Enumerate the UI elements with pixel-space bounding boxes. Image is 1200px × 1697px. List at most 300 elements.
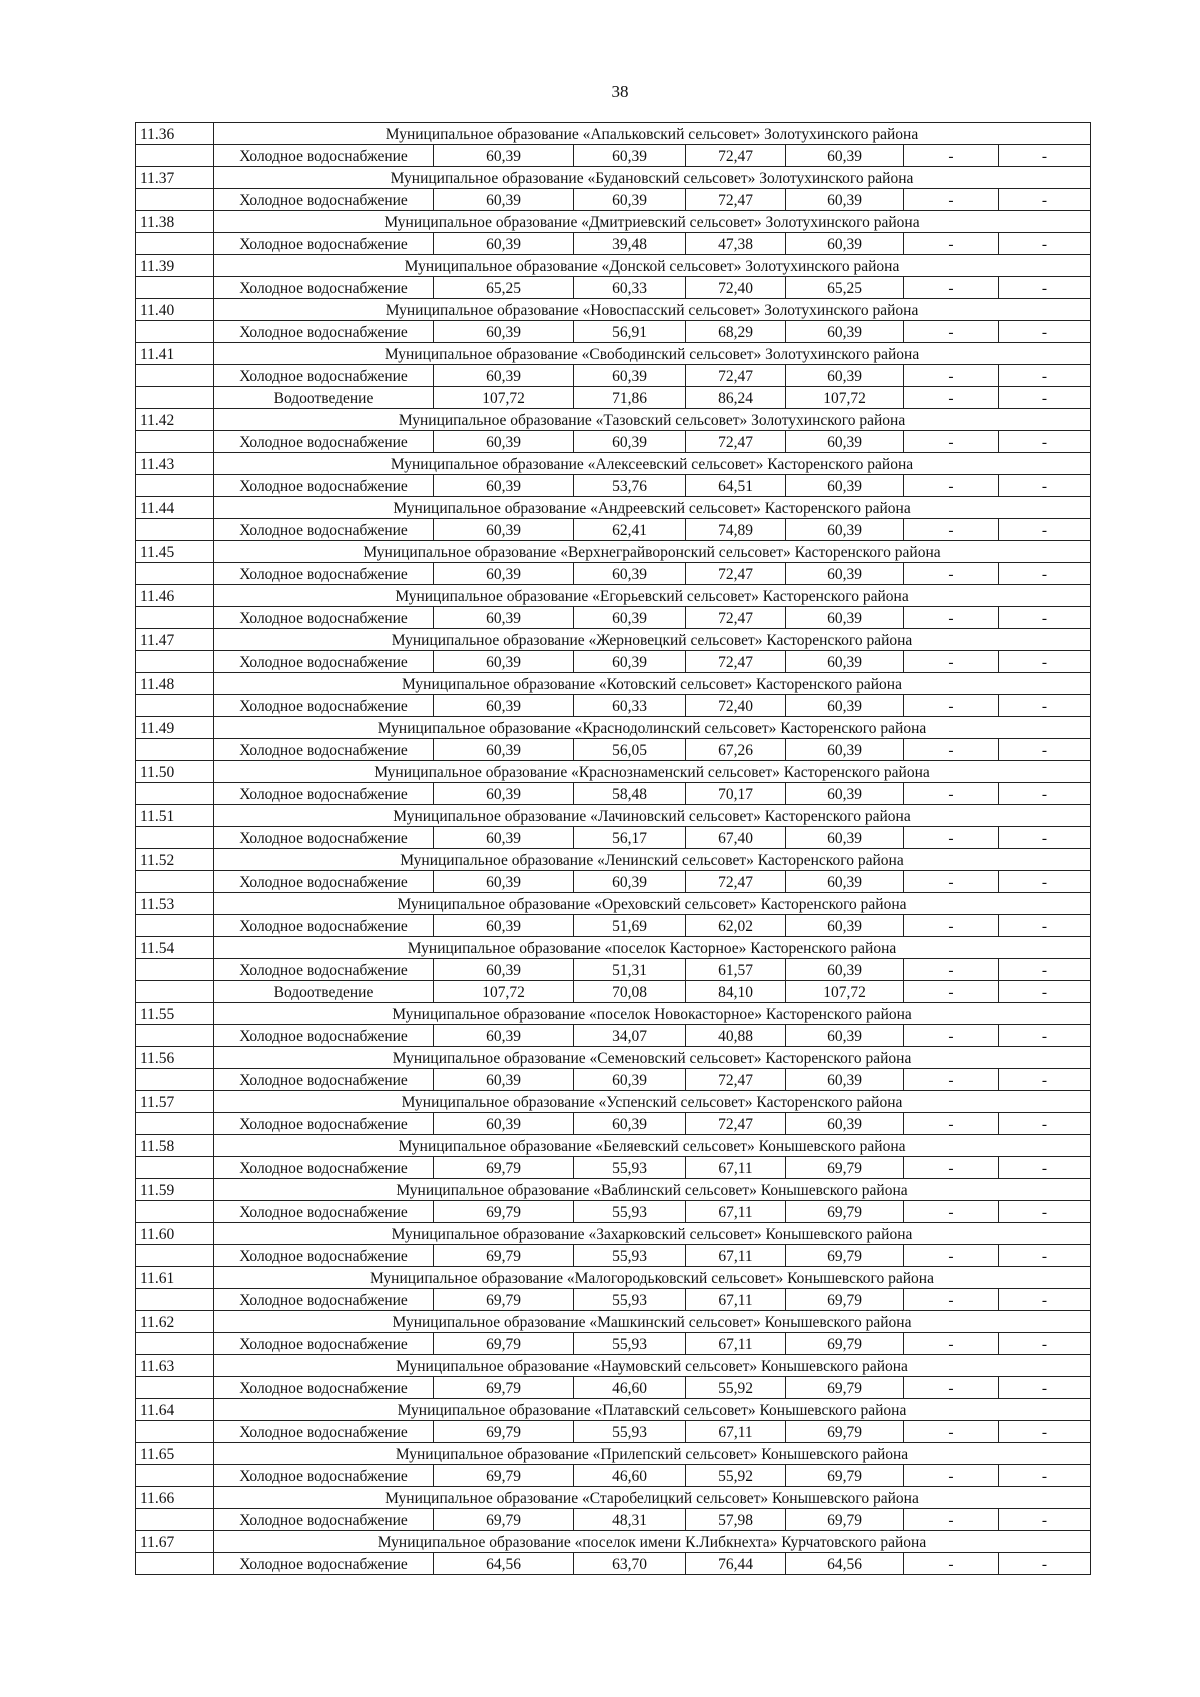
- tariff-empty-value: -: [999, 145, 1091, 167]
- tariff-value: 55,93: [574, 1333, 686, 1355]
- tariff-value: 60,39: [434, 519, 574, 541]
- tariff-value: 67,11: [686, 1333, 786, 1355]
- municipality-title: Муниципальное образование «поселок Новокасторное» Касторенского района: [214, 1003, 1091, 1025]
- municipality-header-row: [136, 761, 1091, 783]
- tariff-value: 69,79: [786, 1377, 904, 1399]
- tariff-value: 107,72: [786, 981, 904, 1003]
- empty-number-cell: [136, 959, 214, 981]
- tariff-value: 40,88: [686, 1025, 786, 1047]
- tariff-value: 72,47: [686, 607, 786, 629]
- item-number: 11.58: [136, 1135, 214, 1157]
- item-number: 11.38: [136, 211, 214, 233]
- tariff-value: 60,39: [434, 695, 574, 717]
- service-name: Холодное водоснабжение: [214, 1245, 434, 1267]
- service-name: Холодное водоснабжение: [214, 365, 434, 387]
- item-number: 11.50: [136, 761, 214, 783]
- municipality-header-row: [136, 629, 1091, 651]
- item-number: 11.65: [136, 1443, 214, 1465]
- empty-number-cell: [136, 519, 214, 541]
- empty-number-cell: [136, 1157, 214, 1179]
- tariff-empty-value: -: [999, 475, 1091, 497]
- tariff-value: 60,39: [786, 607, 904, 629]
- empty-number-cell: [136, 233, 214, 255]
- municipality-header-row: [136, 497, 1091, 519]
- page-number: 38: [611, 82, 629, 101]
- municipality-header-row: [136, 211, 1091, 233]
- tariff-value: 60,39: [434, 827, 574, 849]
- municipality-title: Муниципальное образование «Ваблинский сельсовет» Конышевского района: [214, 1179, 1091, 1201]
- tariff-empty-value: -: [999, 607, 1091, 629]
- tariff-value: 60,39: [434, 915, 574, 937]
- municipality-header-row: [136, 893, 1091, 915]
- municipality-title: Муниципальное образование «Котовский сельсовет» Касторенского района: [214, 673, 1091, 695]
- tariff-value: 72,47: [686, 1069, 786, 1091]
- tariff-empty-value: -: [904, 915, 999, 937]
- item-number: 11.55: [136, 1003, 214, 1025]
- tariff-value: 46,60: [574, 1465, 686, 1487]
- empty-number-cell: [136, 1245, 214, 1267]
- item-number: 11.49: [136, 717, 214, 739]
- municipality-title: Муниципальное образование «Малогородьковский сельсовет» Конышевского района: [214, 1267, 1091, 1289]
- tariff-empty-value: -: [999, 1157, 1091, 1179]
- municipality-title: Муниципальное образование «Лачиновский сельсовет» Касторенского района: [214, 805, 1091, 827]
- municipality-header-row: [136, 1091, 1091, 1113]
- tariff-row: [136, 145, 1091, 167]
- service-name: Холодное водоснабжение: [214, 1333, 434, 1355]
- tariff-value: 72,40: [686, 695, 786, 717]
- municipality-header-row: [136, 1003, 1091, 1025]
- tariff-empty-value: -: [904, 1377, 999, 1399]
- empty-number-cell: [136, 321, 214, 343]
- municipality-header-row: [136, 673, 1091, 695]
- tariff-value: 60,39: [434, 1069, 574, 1091]
- tariff-table-body: [136, 123, 1091, 1575]
- tariff-value: 69,79: [786, 1289, 904, 1311]
- tariff-value: 67,11: [686, 1157, 786, 1179]
- tariff-empty-value: -: [999, 1113, 1091, 1135]
- tariff-empty-value: -: [904, 431, 999, 453]
- municipality-header-row: [136, 453, 1091, 475]
- service-name: Холодное водоснабжение: [214, 1553, 434, 1575]
- tariff-value: 60,39: [786, 189, 904, 211]
- empty-number-cell: [136, 783, 214, 805]
- service-name: Холодное водоснабжение: [214, 959, 434, 981]
- tariff-value: 69,79: [786, 1333, 904, 1355]
- tariff-value: 60,39: [434, 145, 574, 167]
- tariff-value: 60,39: [434, 651, 574, 673]
- service-name: Холодное водоснабжение: [214, 871, 434, 893]
- empty-number-cell: [136, 431, 214, 453]
- municipality-title: Муниципальное образование «Свободинский сельсовет» Золотухинского района: [214, 343, 1091, 365]
- tariff-value: 72,47: [686, 189, 786, 211]
- item-number: 11.45: [136, 541, 214, 563]
- tariff-value: 65,25: [434, 277, 574, 299]
- item-number: 11.67: [136, 1531, 214, 1553]
- tariff-value: 60,39: [574, 145, 686, 167]
- municipality-header-row: [136, 1267, 1091, 1289]
- tariff-empty-value: -: [904, 1069, 999, 1091]
- tariff-row: [136, 321, 1091, 343]
- municipality-header-row: [136, 1047, 1091, 1069]
- tariff-value: 53,76: [574, 475, 686, 497]
- tariff-value: 56,17: [574, 827, 686, 849]
- tariff-value: 84,10: [686, 981, 786, 1003]
- service-name: Холодное водоснабжение: [214, 1157, 434, 1179]
- municipality-header-row: [136, 167, 1091, 189]
- tariff-empty-value: -: [904, 1465, 999, 1487]
- tariff-value: 62,02: [686, 915, 786, 937]
- tariff-value: 107,72: [786, 387, 904, 409]
- tariff-empty-value: -: [999, 1245, 1091, 1267]
- item-number: 11.40: [136, 299, 214, 321]
- tariff-value: 69,79: [434, 1201, 574, 1223]
- municipality-header-row: [136, 717, 1091, 739]
- tariff-value: 72,47: [686, 431, 786, 453]
- tariff-value: 60,39: [574, 563, 686, 585]
- empty-number-cell: [136, 695, 214, 717]
- municipality-title: Муниципальное образование «Успенский сельсовет» Касторенского района: [214, 1091, 1091, 1113]
- service-name: Холодное водоснабжение: [214, 1201, 434, 1223]
- tariff-value: 74,89: [686, 519, 786, 541]
- tariff-empty-value: -: [999, 1333, 1091, 1355]
- empty-number-cell: [136, 475, 214, 497]
- tariff-empty-value: -: [904, 827, 999, 849]
- item-number: 11.36: [136, 123, 214, 145]
- tariff-empty-value: -: [999, 915, 1091, 937]
- tariff-value: 69,79: [434, 1421, 574, 1443]
- municipality-title: Муниципальное образование «Семеновский сельсовет» Касторенского района: [214, 1047, 1091, 1069]
- empty-number-cell: [136, 981, 214, 1003]
- tariff-value: 67,11: [686, 1421, 786, 1443]
- service-name: Холодное водоснабжение: [214, 475, 434, 497]
- tariff-row: [136, 431, 1091, 453]
- tariff-empty-value: -: [904, 475, 999, 497]
- tariff-empty-value: -: [904, 519, 999, 541]
- service-name: Холодное водоснабжение: [214, 695, 434, 717]
- municipality-header-row: [136, 585, 1091, 607]
- tariff-row: [136, 981, 1091, 1003]
- tariff-empty-value: -: [999, 563, 1091, 585]
- tariff-value: 60,39: [574, 871, 686, 893]
- municipality-title: Муниципальное образование «Наумовский сельсовет» Конышевского района: [214, 1355, 1091, 1377]
- tariff-empty-value: -: [904, 739, 999, 761]
- municipality-title: Муниципальное образование «поселок Касторное» Касторенского района: [214, 937, 1091, 959]
- tariff-empty-value: -: [999, 1025, 1091, 1047]
- tariff-row: [136, 475, 1091, 497]
- tariff-value: 64,56: [786, 1553, 904, 1575]
- service-name: Водоотведение: [214, 981, 434, 1003]
- tariff-row: [136, 1509, 1091, 1531]
- item-number: 11.59: [136, 1179, 214, 1201]
- empty-number-cell: [136, 145, 214, 167]
- empty-number-cell: [136, 1069, 214, 1091]
- tariff-row: [136, 1289, 1091, 1311]
- tariff-empty-value: -: [999, 1289, 1091, 1311]
- tariff-empty-value: -: [999, 321, 1091, 343]
- tariff-value: 60,39: [786, 651, 904, 673]
- tariff-value: 60,39: [574, 651, 686, 673]
- tariff-row: [136, 1333, 1091, 1355]
- tariff-empty-value: -: [999, 827, 1091, 849]
- municipality-title: Муниципальное образование «Будановский сельсовет» Золотухинского района: [214, 167, 1091, 189]
- tariff-value: 60,39: [434, 233, 574, 255]
- tariff-value: 72,47: [686, 145, 786, 167]
- tariff-empty-value: -: [904, 607, 999, 629]
- tariff-value: 72,47: [686, 651, 786, 673]
- tariff-value: 55,93: [574, 1157, 686, 1179]
- item-number: 11.66: [136, 1487, 214, 1509]
- empty-number-cell: [136, 1333, 214, 1355]
- municipality-title: Муниципальное образование «Верхнеграйворонский сельсовет» Касторенского района: [214, 541, 1091, 563]
- tariff-value: 34,07: [574, 1025, 686, 1047]
- item-number: 11.56: [136, 1047, 214, 1069]
- tariff-value: 60,39: [786, 827, 904, 849]
- municipality-title: Муниципальное образование «Дмитриевский сельсовет» Золотухинского района: [214, 211, 1091, 233]
- tariff-value: 60,39: [786, 563, 904, 585]
- municipality-title: Муниципальное образование «Тазовский сельсовет» Золотухинского района: [214, 409, 1091, 431]
- tariff-value: 51,31: [574, 959, 686, 981]
- tariff-value: 56,91: [574, 321, 686, 343]
- service-name: Холодное водоснабжение: [214, 1069, 434, 1091]
- empty-number-cell: [136, 607, 214, 629]
- tariff-value: 69,79: [786, 1157, 904, 1179]
- municipality-title: Муниципальное образование «Краснознаменский сельсовет» Касторенского района: [214, 761, 1091, 783]
- service-name: Холодное водоснабжение: [214, 1113, 434, 1135]
- tariff-value: 69,79: [434, 1377, 574, 1399]
- tariff-value: 60,39: [434, 475, 574, 497]
- tariff-empty-value: -: [904, 233, 999, 255]
- tariff-value: 67,40: [686, 827, 786, 849]
- tariff-row: [136, 233, 1091, 255]
- tariff-value: 72,47: [686, 871, 786, 893]
- tariff-value: 67,26: [686, 739, 786, 761]
- tariff-row: [136, 1553, 1091, 1575]
- tariff-value: 60,39: [574, 431, 686, 453]
- tariff-value: 68,29: [686, 321, 786, 343]
- tariff-value: 69,79: [786, 1465, 904, 1487]
- tariff-value: 55,93: [574, 1245, 686, 1267]
- municipality-title: Муниципальное образование «Алексеевский сельсовет» Касторенского района: [214, 453, 1091, 475]
- municipality-title: Муниципальное образование «Новоспасский сельсовет» Золотухинского района: [214, 299, 1091, 321]
- tariff-value: 60,39: [574, 365, 686, 387]
- tariff-row: [136, 1113, 1091, 1135]
- service-name: Водоотведение: [214, 387, 434, 409]
- empty-number-cell: [136, 1465, 214, 1487]
- empty-number-cell: [136, 1113, 214, 1135]
- municipality-title: Муниципальное образование «Прилепский сельсовет» Конышевского района: [214, 1443, 1091, 1465]
- tariff-value: 60,39: [434, 431, 574, 453]
- tariff-row: [136, 871, 1091, 893]
- item-number: 11.46: [136, 585, 214, 607]
- tariff-value: 60,39: [786, 1069, 904, 1091]
- tariff-table: [135, 122, 1091, 1575]
- tariff-empty-value: -: [999, 1421, 1091, 1443]
- tariff-value: 55,92: [686, 1465, 786, 1487]
- tariff-row: [136, 783, 1091, 805]
- tariff-empty-value: -: [999, 1201, 1091, 1223]
- tariff-value: 69,79: [786, 1509, 904, 1531]
- tariff-value: 60,39: [786, 739, 904, 761]
- tariff-row: [136, 1201, 1091, 1223]
- municipality-header-row: [136, 123, 1091, 145]
- tariff-value: 60,39: [786, 321, 904, 343]
- tariff-row: [136, 739, 1091, 761]
- tariff-empty-value: -: [904, 871, 999, 893]
- tariff-empty-value: -: [904, 321, 999, 343]
- tariff-value: 60,39: [786, 959, 904, 981]
- tariff-value: 64,56: [434, 1553, 574, 1575]
- municipality-header-row: [136, 1179, 1091, 1201]
- tariff-value: 60,39: [434, 1113, 574, 1135]
- municipality-title: Муниципальное образование «Старобелицкий сельсовет» Конышевского района: [214, 1487, 1091, 1509]
- tariff-empty-value: -: [999, 519, 1091, 541]
- tariff-value: 60,39: [574, 189, 686, 211]
- item-number: 11.41: [136, 343, 214, 365]
- empty-number-cell: [136, 189, 214, 211]
- municipality-header-row: [136, 1487, 1091, 1509]
- municipality-header-row: [136, 1135, 1091, 1157]
- tariff-value: 48,31: [574, 1509, 686, 1531]
- tariff-empty-value: -: [999, 1553, 1091, 1575]
- tariff-empty-value: -: [904, 1289, 999, 1311]
- tariff-empty-value: -: [904, 1201, 999, 1223]
- tariff-empty-value: -: [999, 1377, 1091, 1399]
- tariff-value: 60,39: [434, 959, 574, 981]
- tariff-empty-value: -: [904, 1509, 999, 1531]
- tariff-value: 60,33: [574, 277, 686, 299]
- empty-number-cell: [136, 365, 214, 387]
- tariff-value: 47,38: [686, 233, 786, 255]
- tariff-value: 60,39: [574, 1069, 686, 1091]
- tariff-row: [136, 827, 1091, 849]
- service-name: Холодное водоснабжение: [214, 519, 434, 541]
- tariff-value: 71,86: [574, 387, 686, 409]
- item-number: 11.54: [136, 937, 214, 959]
- municipality-header-row: [136, 541, 1091, 563]
- item-number: 11.48: [136, 673, 214, 695]
- tariff-value: 58,48: [574, 783, 686, 805]
- item-number: 11.64: [136, 1399, 214, 1421]
- tariff-value: 60,39: [786, 475, 904, 497]
- municipality-title: Муниципальное образование «Ленинский сельсовет» Касторенского района: [214, 849, 1091, 871]
- tariff-value: 69,79: [434, 1245, 574, 1267]
- municipality-header-row: [136, 343, 1091, 365]
- service-name: Холодное водоснабжение: [214, 277, 434, 299]
- service-name: Холодное водоснабжение: [214, 783, 434, 805]
- item-number: 11.37: [136, 167, 214, 189]
- tariff-row: [136, 1421, 1091, 1443]
- municipality-header-row: [136, 1531, 1091, 1553]
- tariff-empty-value: -: [904, 695, 999, 717]
- service-name: Холодное водоснабжение: [214, 431, 434, 453]
- tariff-empty-value: -: [999, 233, 1091, 255]
- municipality-header-row: [136, 299, 1091, 321]
- tariff-empty-value: -: [999, 695, 1091, 717]
- empty-number-cell: [136, 1421, 214, 1443]
- service-name: Холодное водоснабжение: [214, 1421, 434, 1443]
- municipality-header-row: [136, 849, 1091, 871]
- tariff-empty-value: -: [999, 189, 1091, 211]
- tariff-value: 64,51: [686, 475, 786, 497]
- municipality-header-row: [136, 1223, 1091, 1245]
- tariff-row: [136, 365, 1091, 387]
- tariff-row: [136, 1069, 1091, 1091]
- tariff-value: 72,40: [686, 277, 786, 299]
- item-number: 11.52: [136, 849, 214, 871]
- tariff-empty-value: -: [999, 739, 1091, 761]
- tariff-row: [136, 1025, 1091, 1047]
- tariff-value: 55,93: [574, 1421, 686, 1443]
- tariff-value: 60,39: [434, 563, 574, 585]
- tariff-empty-value: -: [999, 783, 1091, 805]
- tariff-value: 67,11: [686, 1289, 786, 1311]
- tariff-empty-value: -: [904, 277, 999, 299]
- tariff-value: 69,79: [434, 1509, 574, 1531]
- tariff-empty-value: -: [999, 1509, 1091, 1531]
- tariff-empty-value: -: [999, 959, 1091, 981]
- item-number: 11.44: [136, 497, 214, 519]
- tariff-value: 76,44: [686, 1553, 786, 1575]
- item-number: 11.60: [136, 1223, 214, 1245]
- tariff-empty-value: -: [999, 981, 1091, 1003]
- tariff-value: 60,39: [574, 1113, 686, 1135]
- tariff-row: [136, 1465, 1091, 1487]
- municipality-header-row: [136, 805, 1091, 827]
- tariff-row: [136, 1377, 1091, 1399]
- municipality-title: Муниципальное образование «Андреевский сельсовет» Касторенского района: [214, 497, 1091, 519]
- service-name: Холодное водоснабжение: [214, 1465, 434, 1487]
- municipality-title: Муниципальное образование «Апальковский сельсовет» Золотухинского района: [214, 123, 1091, 145]
- item-number: 11.62: [136, 1311, 214, 1333]
- tariff-value: 46,60: [574, 1377, 686, 1399]
- tariff-value: 72,47: [686, 365, 786, 387]
- municipality-title: Муниципальное образование «Донской сельсовет» Золотухинского района: [214, 255, 1091, 277]
- service-name: Холодное водоснабжение: [214, 1289, 434, 1311]
- tariff-value: 107,72: [434, 981, 574, 1003]
- tariff-value: 60,39: [786, 915, 904, 937]
- municipality-header-row: [136, 1443, 1091, 1465]
- tariff-value: 60,39: [434, 783, 574, 805]
- tariff-row: [136, 1157, 1091, 1179]
- tariff-value: 60,39: [786, 783, 904, 805]
- tariff-empty-value: -: [904, 563, 999, 585]
- municipality-header-row: [136, 1355, 1091, 1377]
- tariff-empty-value: -: [904, 145, 999, 167]
- tariff-value: 107,72: [434, 387, 574, 409]
- tariff-row: [136, 651, 1091, 673]
- service-name: Холодное водоснабжение: [214, 1509, 434, 1531]
- municipality-title: Муниципальное образование «Ореховский сельсовет» Касторенского района: [214, 893, 1091, 915]
- tariff-empty-value: -: [904, 387, 999, 409]
- item-number: 11.42: [136, 409, 214, 431]
- municipality-title: Муниципальное образование «поселок имени К.Либкнехта» Курчатовского района: [214, 1531, 1091, 1553]
- tariff-value: 60,39: [574, 607, 686, 629]
- tariff-value: 57,98: [686, 1509, 786, 1531]
- tariff-empty-value: -: [904, 1113, 999, 1135]
- service-name: Холодное водоснабжение: [214, 1025, 434, 1047]
- empty-number-cell: [136, 387, 214, 409]
- municipality-title: Муниципальное образование «Платавский сельсовет» Конышевского района: [214, 1399, 1091, 1421]
- empty-number-cell: [136, 871, 214, 893]
- tariff-empty-value: -: [904, 1157, 999, 1179]
- tariff-empty-value: -: [904, 1245, 999, 1267]
- tariff-row: [136, 695, 1091, 717]
- tariff-empty-value: -: [904, 1333, 999, 1355]
- tariff-value: 60,39: [786, 1113, 904, 1135]
- tariff-value: 60,39: [434, 1025, 574, 1047]
- tariff-empty-value: -: [999, 1069, 1091, 1091]
- empty-number-cell: [136, 1201, 214, 1223]
